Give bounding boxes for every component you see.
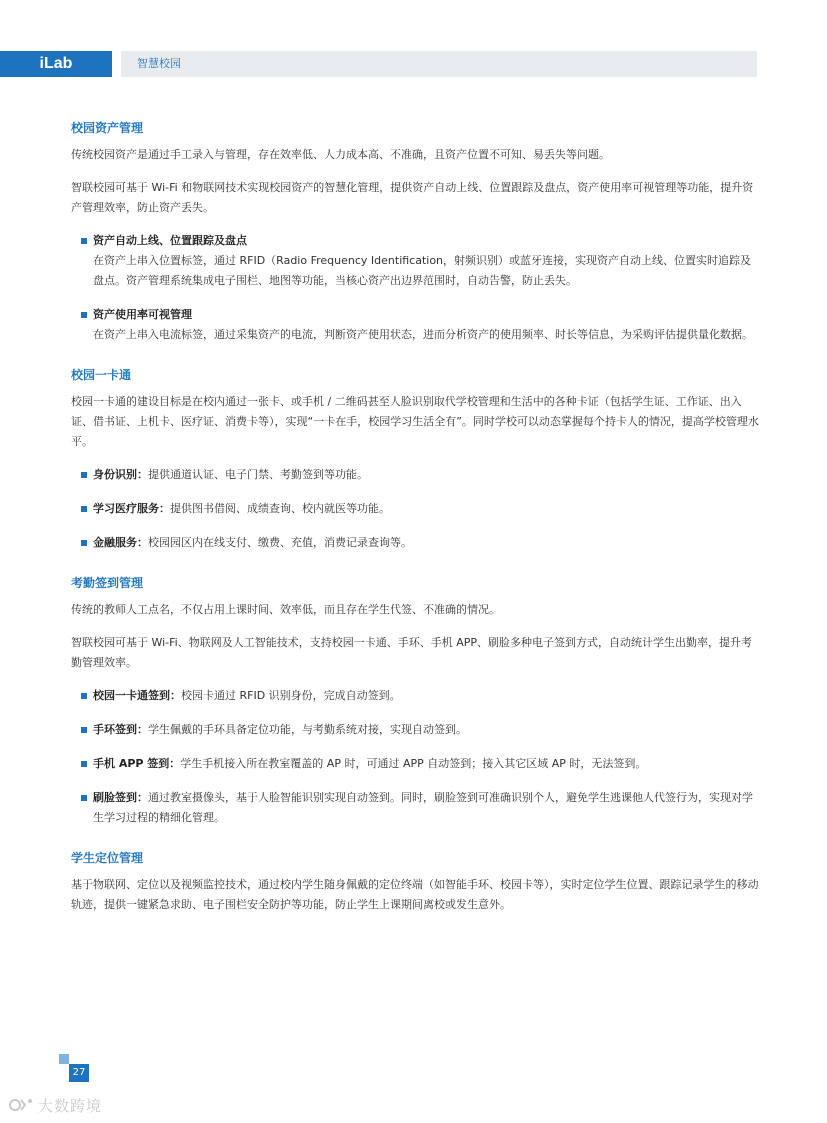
list-item [71, 720, 761, 740]
bullet-text: 在资产上串入位置标签，通过 RFID（Radio Frequency Identification，射频识别）或蓝牙连接，实现资产自动上线、位置实时追踪及盘点。资产管理系统集成电子围栏、地图等功能，当核心资产出边界范围时，自动告警，防止丢失。 [93, 254, 752, 287]
paragraph: 智联校园可基于 Wi-Fi、物联网及人工智能技术，支持校园一卡通、手环、手机 APP、刷脸多种电子签到方式，自动统计学生出勤率，提升考勤管理效率。 [71, 636, 753, 669]
section-title: 校园资产管理 [71, 121, 144, 135]
bullet-title: 资产使用率可视管理 [93, 308, 192, 321]
bullet-title: 学习医疗服务： [93, 502, 170, 515]
paragraph: 传统校园资产是通过手工录入与管理，存在效率低、人力成本高、不准确，且资产位置不可知、易丢失等问题。 [71, 148, 610, 161]
page-header [0, 51, 757, 77]
bullet-text: 校园卡通过 RFID 识别身份，完成自动签到。 [181, 689, 401, 702]
watermark-logo-icon [8, 1096, 34, 1114]
bullet-text: 在资产上串入电流标签，通过采集资产的电流，判断资产使用状态，进而分析资产的使用频率、时长等信息，为采购评估提供量化数据。 [93, 328, 753, 341]
bullet-title: 手环签到： [93, 723, 148, 736]
list-item [71, 499, 761, 519]
page-number: 27 [69, 1064, 89, 1082]
bullet-text: 学生佩戴的手环具备定位功能，与考勤系统对接，实现自动签到。 [148, 723, 467, 736]
section-title: 考勤签到管理 [71, 576, 144, 590]
list-item [71, 788, 761, 828]
brand-logo: iLab [0, 51, 112, 77]
list-item [71, 465, 761, 485]
section-attendance [71, 573, 761, 828]
bullet-text: 提供图书借阅、成绩查询、校内就医等功能。 [170, 502, 390, 515]
page-number-decor [59, 1054, 69, 1064]
bullet-text: 提供通道认证、电子门禁、考勤签到等功能。 [148, 468, 368, 481]
section-title: 学生定位管理 [71, 851, 144, 865]
section-title: 校园一卡通 [71, 368, 132, 382]
watermark [8, 1094, 102, 1116]
list-item [71, 754, 761, 774]
section-label: 智慧校园 [137, 57, 181, 70]
section-tab [121, 51, 757, 77]
bullet-text: 学生手机接入所在教室覆盖的 AP 时，可通过 APP 自动签到；接入其它区域 AP 时，无法签到。 [180, 757, 647, 770]
bullet-title: 资产自动上线、位置跟踪及盘点 [93, 234, 247, 247]
bullet-text: 通过教室摄像头，基于人脸智能识别实现自动签到。同时，刷脸签到可准确识别个人，避免学生逃课他人代签行为，实现对学生学习过程的精细化管理。 [93, 791, 753, 824]
paragraph: 基于物联网、定位以及视频监控技术，通过校内学生随身佩戴的定位终端（如智能手环、校园卡等），实时定位学生位置、跟踪记录学生的移动轨迹，提供一键紧急求助、电子围栏安全防护等功能，防止学生上课期间离校或发生意外。 [71, 878, 759, 911]
paragraph: 传统的教师人工点名，不仅占用上课时间、效率低，而且存在学生代签、不准确的情况。 [71, 603, 500, 616]
section-student-location [71, 848, 761, 915]
paragraph: 智联校园可基于 Wi-Fi 和物联网技术实现校园资产的智慧化管理，提供资产自动上线、位置跟踪及盘点，资产使用率可视管理等功能，提升资产管理效率，防止资产丢失。 [71, 181, 754, 214]
list-item [71, 231, 761, 291]
watermark-text: 大数跨境 [38, 1096, 103, 1115]
section-campus-assets [71, 118, 761, 345]
bullet-title: 刷脸签到： [93, 791, 148, 804]
bullet-title: 手机 APP 签到： [93, 757, 181, 770]
list-item [71, 533, 761, 553]
list-item [71, 686, 761, 706]
bullet-title: 校园一卡通签到： [93, 689, 181, 702]
list-item [71, 305, 761, 345]
bullet-title: 身份识别： [93, 468, 148, 481]
section-campus-card [71, 365, 761, 553]
bullet-title: 金融服务： [93, 536, 148, 549]
paragraph: 校园一卡通的建设目标是在校内通过一张卡、或手机 / 二维码甚至人脸识别取代学校管理和生活中的各种卡证（包括学生证、工作证、出入证、借书证、上机卡、医疗证、消费卡等），实现“一卡在手，校园学习生活全有”。同时学校可以动态掌握每个持卡人的情况，提高学校管理水平。 [71, 395, 759, 448]
bullet-text: 校园园区内在线支付、缴费、充值，消费记录查询等。 [148, 536, 412, 549]
page-content [71, 118, 761, 935]
